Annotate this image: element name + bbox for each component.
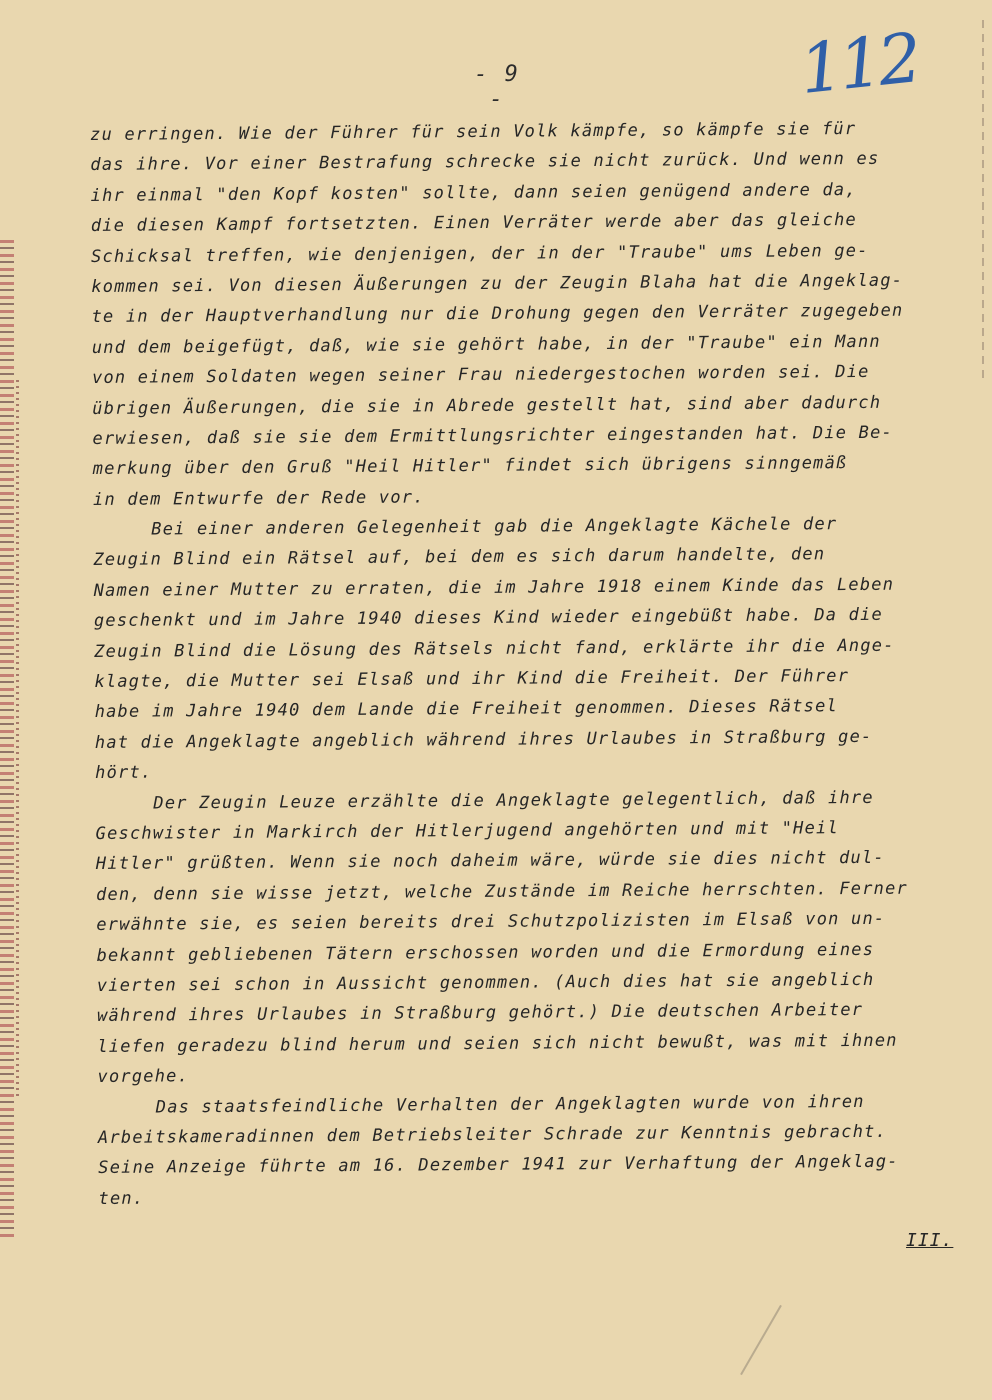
- text-line: hört.: [95, 762, 153, 784]
- text-line: hat die Angeklagte angeblich während ihres Urlaubes in Straßburg ge-: [94, 726, 873, 753]
- body-text: [90, 113, 979, 1214]
- page-number: - 9 -: [474, 62, 520, 112]
- text-line: zu erringen. Wie der Führer für sein Volk kämpfe, so kämpfe sie für: [90, 118, 857, 145]
- text-line: vierten sei schon in Aussicht genommen. (Auch dies hat sie angeblich: [96, 969, 875, 996]
- text-line: merkung über den Gruß "Heil Hitler" findet sich übrigens sinngemäß: [92, 453, 848, 480]
- text-line: übrigen Äußerungen, die sie in Abrede gestellt hat, sind aber dadurch: [92, 392, 882, 419]
- text-line: Der Zeugin Leuze erzählte die Angeklagte gelegentlich, daß ihre: [153, 787, 874, 814]
- text-line: erwiesen, daß sie sie dem Ermittlungsrichter eingestanden hat. Die Be-: [92, 422, 894, 449]
- binding-thread: [0, 240, 14, 1240]
- text-line: erwähnte sie, es seien bereits drei Schutzpolizisten im Elsaß von un-: [96, 908, 886, 936]
- binding-stitches: [16, 380, 19, 1100]
- text-line: geschenkt und im Jahre 1940 dieses Kind wieder eingebüßt habe. Da die: [93, 605, 884, 632]
- text-line: Das staatsfeindliche Verhalten der Angeklagten wurde von ihren: [155, 1091, 865, 1118]
- text-line: den, denn sie wisse jetzt, welche Zustände im Reiche herrschten. Ferner: [96, 878, 909, 905]
- paragraph: [90, 113, 973, 515]
- text-line: Zeugin Blind die Lösung des Rätsels nicht fand, erklärte ihr die Ange-: [94, 635, 895, 662]
- text-line: in dem Entwurfe der Rede vor.: [92, 487, 425, 510]
- text-line: die diesen Kampf fortsetzten. Einen Verräter werde aber das gleiche: [90, 210, 858, 237]
- text-line: habe im Jahre 1940 dem Lande die Freiheit genommen. Dieses Rätsel: [94, 696, 838, 723]
- text-line: das ihre. Vor einer Bestrafung schrecke sie nicht zurück. Und wenn es: [90, 149, 880, 176]
- text-line: Bei einer anderen Gelegenheit gab die Angeklagte Kächele der: [151, 514, 838, 540]
- text-line: Zeugin Blind ein Rätsel auf, bei dem es sich darum handelte, den: [93, 544, 826, 571]
- handwritten-folio-number: 112: [796, 19, 922, 111]
- paragraph: [93, 508, 975, 788]
- text-line: Arbeitskameradinnen dem Betriebsleiter Schrade zur Kenntnis gebracht.: [97, 1121, 888, 1148]
- text-line: vorgehe.: [97, 1066, 190, 1088]
- text-line: Seine Anzeige führte am 16. Dezember 1941 zur Verhaftung der Angeklag-: [98, 1151, 899, 1179]
- text-line: kommen sei. Von diesen Äußerungen zu der Zeugin Blaha hat die Angeklag-: [91, 270, 904, 297]
- continuation-marker: III.: [906, 1230, 954, 1251]
- text-line: liefen geradezu blind herum und seien sich nicht bewußt, was mit ihnen: [97, 1030, 898, 1057]
- text-line: bekannt gebliebenen Tätern erschossen worden und die Ermordung eines: [96, 939, 875, 966]
- text-line: ihr einmal "den Kopf kosten" sollte, dann seien genügend andere da,: [90, 179, 857, 206]
- text-line: klagte, die Mutter sei Elsaß und ihr Kind die Freiheit. Der Führer: [94, 666, 850, 693]
- text-line: ten.: [98, 1188, 145, 1209]
- page-edge-mark: [982, 20, 984, 380]
- paragraph: [98, 1086, 979, 1214]
- text-line: Geschwister in Markirch der Hitlerjugend angehörten und mit "Heil: [95, 818, 839, 844]
- text-line: von einem Soldaten wegen seiner Frau niedergestochen worden sei. Die: [91, 362, 870, 389]
- pencil-mark: [740, 1305, 782, 1375]
- text-line: und dem beigefügt, daß, wie sie gehört habe, in der "Traube" ein Mann: [91, 331, 881, 358]
- text-line: Namen einer Mutter zu erraten, die im Jahre 1918 einem Kinde das Leben: [93, 574, 895, 601]
- paragraph: [95, 782, 977, 1093]
- text-line: Schicksal treffen, wie denjenigen, der in der "Traube" ums Leben ge-: [90, 240, 869, 267]
- text-line: Hitler" grüßten. Wenn sie noch daheim wäre, würde sie dies nicht dul-: [95, 848, 885, 875]
- text-line: te in der Hauptverhandlung nur die Drohung gegen den Verräter zugegeben: [91, 300, 904, 328]
- text-line: während ihres Urlaubes in Straßburg gehört.) Die deutschen Arbeiter: [96, 1000, 864, 1027]
